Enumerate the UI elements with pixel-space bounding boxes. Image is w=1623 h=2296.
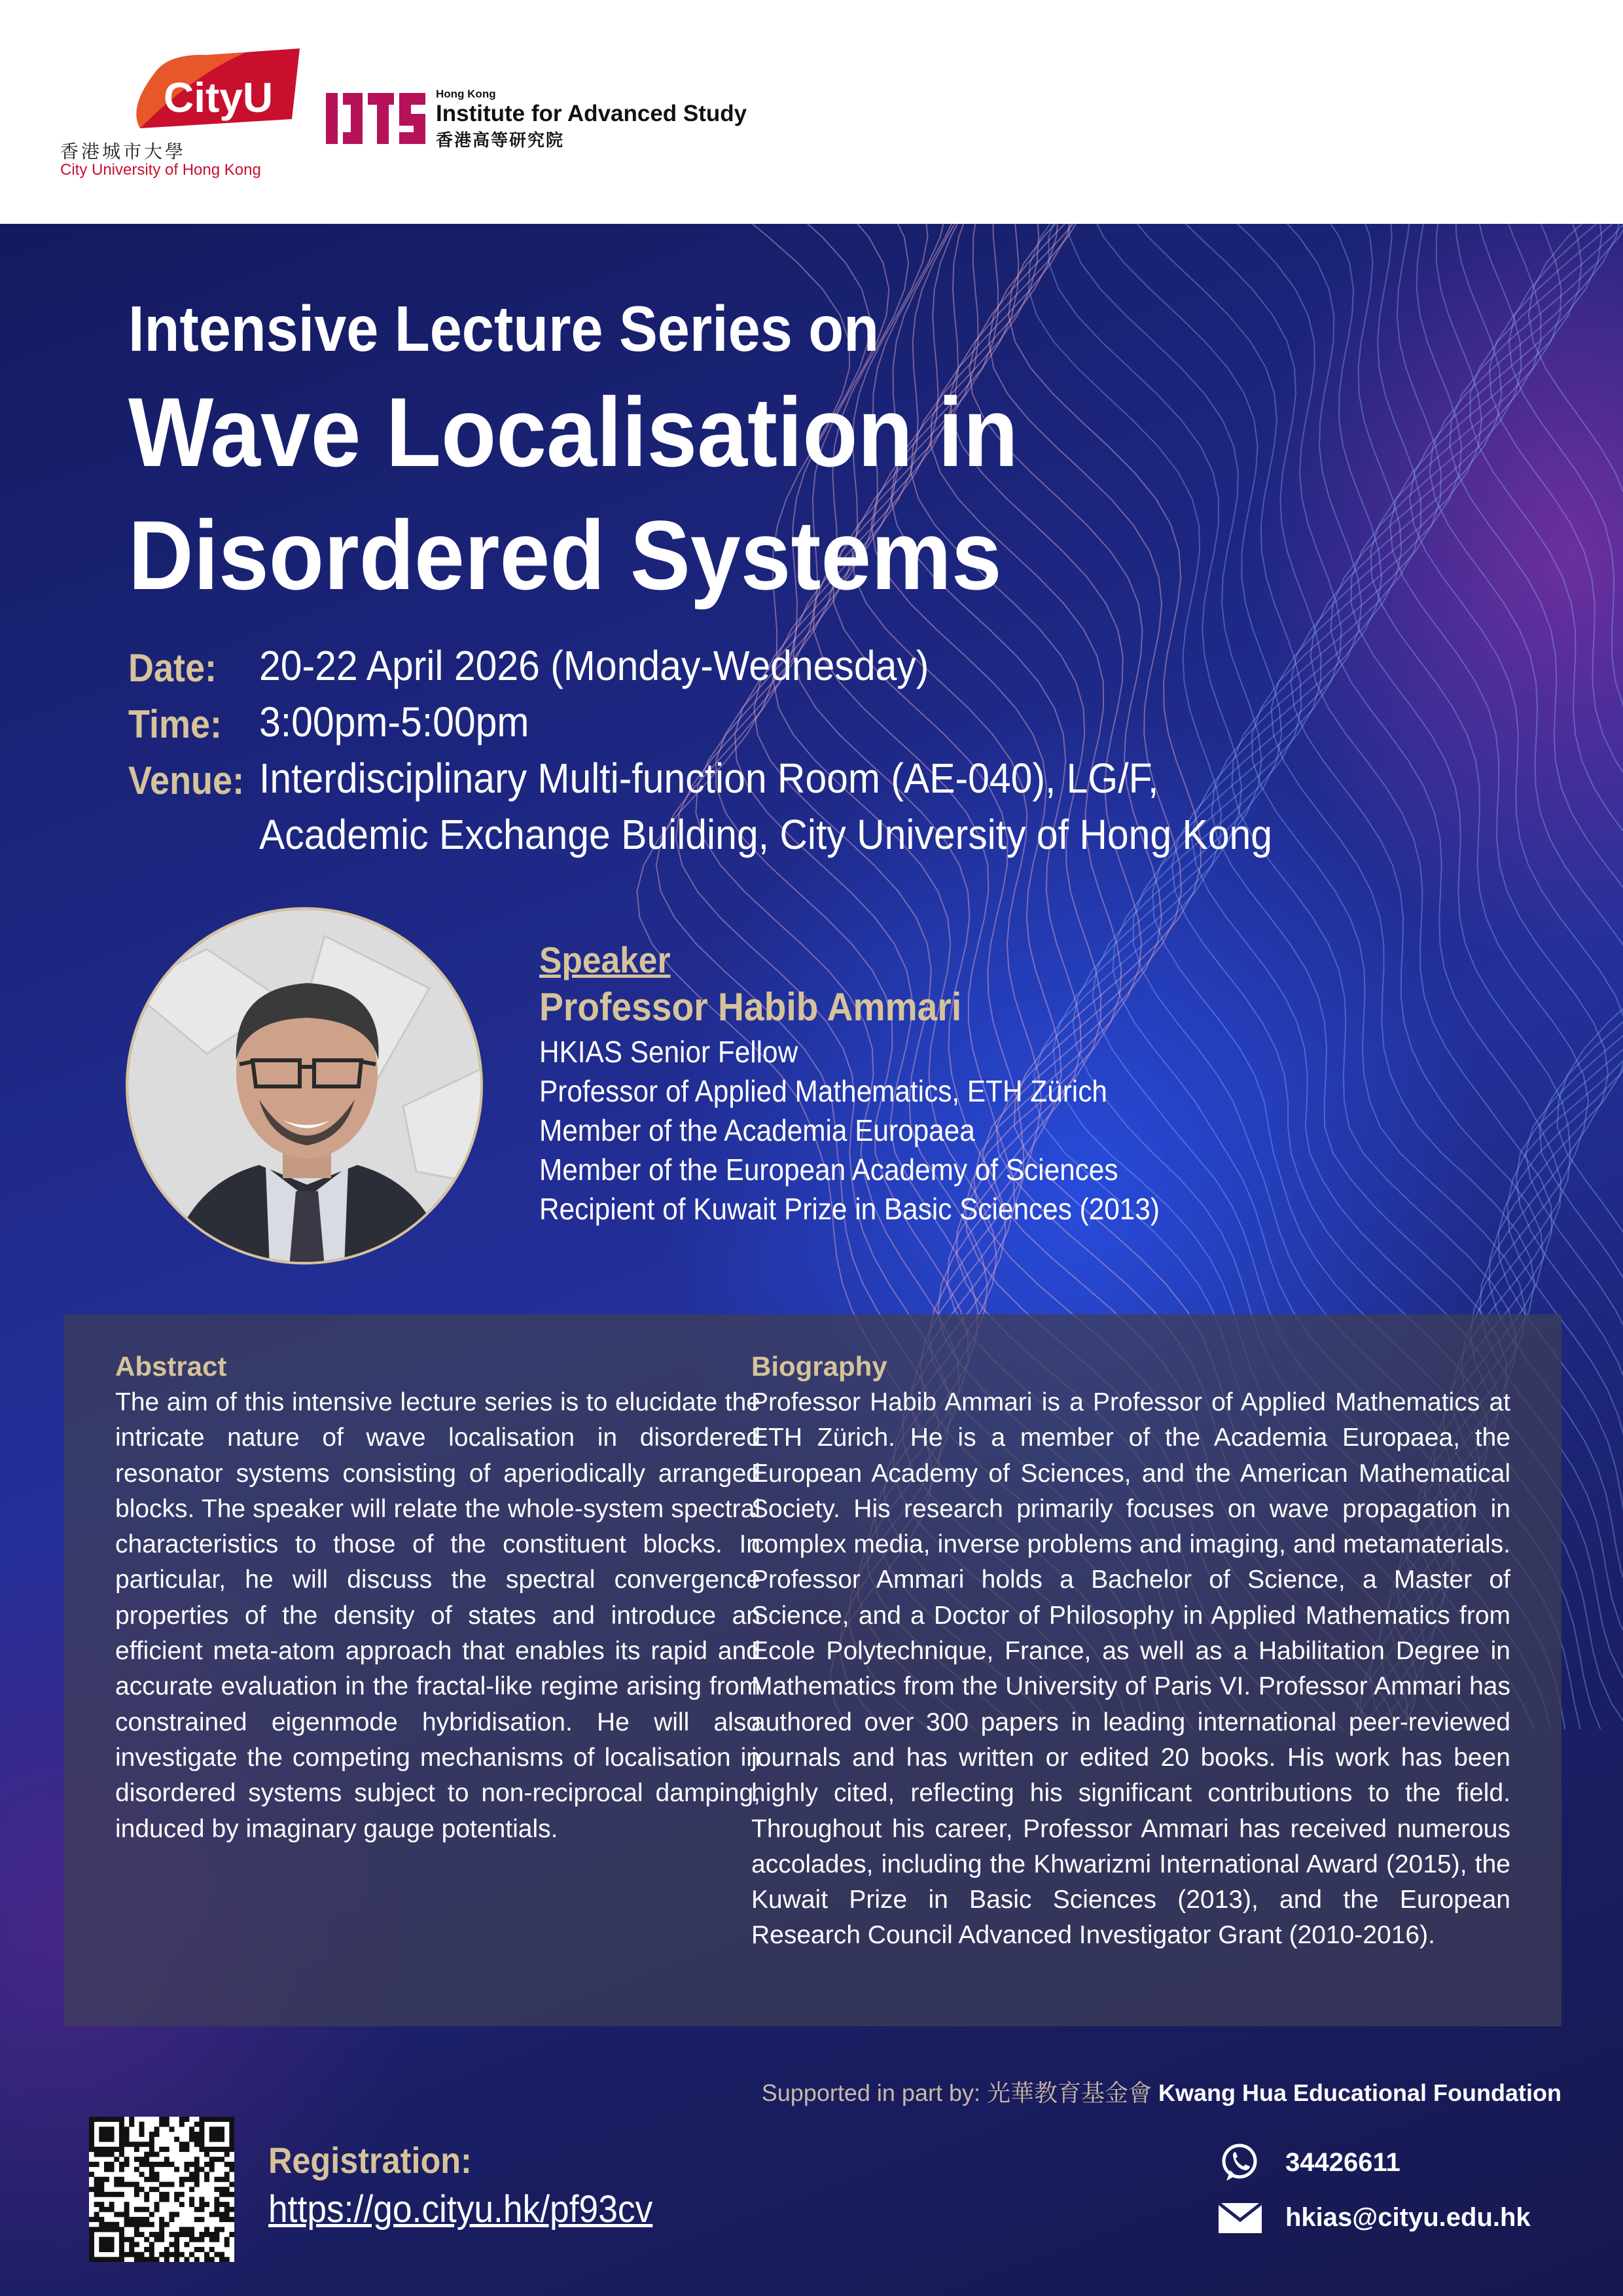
- venue-line-2: Academic Exchange Building, City University of Hong Kong: [259, 811, 1273, 858]
- main-title-line-1: Wave Localisation in: [128, 377, 1018, 487]
- speaker-name: Professor Habib Ammari: [539, 985, 962, 1029]
- date-value: 20-22 April 2026 (Monday-Wednesday): [259, 642, 929, 689]
- speaker-title-3: Member of the Academia Europaea: [539, 1113, 975, 1147]
- cityu-logo-text: CityU: [164, 74, 274, 121]
- phone-number[interactable]: 34426611: [1285, 2148, 1400, 2177]
- hkias-hong-kong: Hong Kong: [436, 88, 496, 100]
- time-label: Time:: [128, 702, 223, 746]
- biography-heading: Biography: [751, 1351, 887, 1382]
- registration-link[interactable]: https://go.cityu.hk/pf93cv: [268, 2188, 653, 2231]
- support-line: [762, 2075, 1561, 2108]
- hkias-logo-mark: [326, 90, 425, 147]
- abstract-biography-panel: [64, 1314, 1561, 2026]
- support-organisation: Kwang Hua Educational Foundation: [1158, 2079, 1561, 2106]
- hkias-name: Institute for Advanced Study: [436, 101, 747, 126]
- venue-line-1: Interdisciplinary Multi-function Room (AE-040), LG/F,: [259, 755, 1159, 802]
- speaker-title-1: HKIAS Senior Fellow: [539, 1035, 798, 1069]
- cityu-chinese-name: 香港城市大學: [60, 141, 187, 162]
- qr-code[interactable]: [89, 2117, 234, 2262]
- header: [0, 0, 1623, 224]
- abstract-heading: Abstract: [115, 1351, 227, 1382]
- email-address[interactable]: hkias@cityu.edu.hk: [1285, 2203, 1531, 2232]
- whatsapp-icon: [1219, 2142, 1260, 2183]
- hkias-chinese-name: 香港高等研究院: [436, 130, 565, 150]
- mail-icon: [1219, 2203, 1262, 2233]
- main-title: [128, 370, 1212, 617]
- registration-label: Registration:: [268, 2140, 472, 2181]
- biography-text: Professor Habib Ammari is a Professor of Applied Mathematics at ETH Zürich. He is a member of the Academia Europaea, the European Academy of Sciences, and the American Mathematical Society. His research primarily focuses on wave propagation in complex media, inverse problems and imaging, and metamaterials. Professor Ammari holds a Bachelor of Science, a Master of Science, and a Doctor of Philosophy in Applied Mathematics from Ecole Polytechnique, France, as well as a Habilitation Degree in Mathematics from the University of Paris VI. Professor Ammari has authored over 300 papers in leading international peer-reviewed journals and has written or edited 20 books. His work has been highly cited, reflecting his significant contributions to the field. Throughout his career, Professor Ammari has received numerous accolades, including the Khwarizmi International Award (2015), the Kuwait Prize in Basic Sciences (2013), and the European Research Council Advanced Investigator Grant (2010-2016).: [751, 1388, 1510, 1950]
- speaker-heading: Speaker: [539, 939, 671, 980]
- cityu-english-name: City University of Hong Kong: [60, 161, 261, 179]
- poster-body: [0, 224, 1623, 2296]
- speaker-title-4: Member of the European Academy of Sciences: [539, 1153, 1118, 1187]
- abstract-text: The aim of this intensive lecture series is to elucidate the intricate nature of wave localisation in disordered resonator systems consisting of aperiodically arranged blocks. The speaker will relate the whole-system spectral characteristics to those of the constituent blocks. In particular, he will discuss the spectral convergence properties of the density of states and introduce an efficient meta-atom approach that enables its rapid and accurate evaluation in the fractal-like regime arising from constrained eigenmode hybridisation. He will also investigate the competing mechanisms of localisation in disordered systems subject to non-reciprocal damping, induced by imaginary gauge potentials.: [115, 1388, 760, 1843]
- speaker-title-5: Recipient of Kuwait Prize in Basic Sciences (2013): [539, 1192, 1160, 1226]
- time-value: 3:00pm-5:00pm: [259, 698, 529, 745]
- date-label: Date:: [128, 646, 217, 690]
- support-prefix: Supported in part by: 光華教育基金會: [761, 2079, 1152, 2106]
- venue-label: Venue:: [128, 759, 245, 802]
- speaker-portrait-illustration: [128, 910, 483, 1265]
- speaker-title-2: Professor of Applied Mathematics, ETH Zürich: [539, 1074, 1107, 1108]
- series-title: Intensive Lecture Series on: [128, 293, 880, 365]
- main-title-line-2: Disordered Systems: [128, 500, 1002, 610]
- speaker-photo: [126, 907, 483, 1265]
